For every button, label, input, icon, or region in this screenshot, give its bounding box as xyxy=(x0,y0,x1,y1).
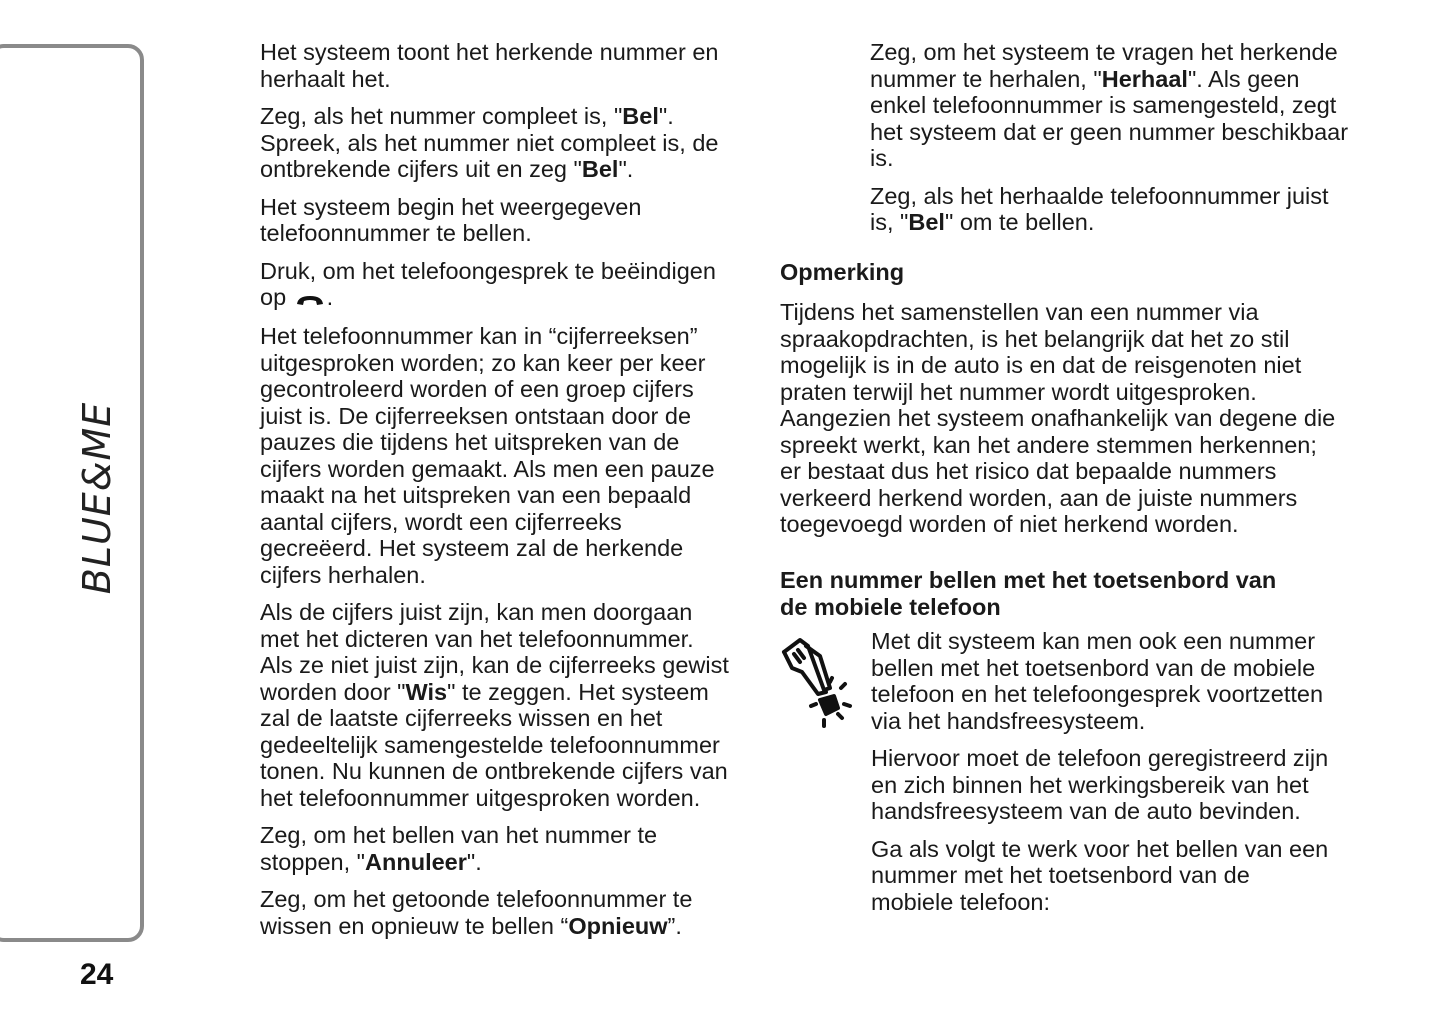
blue-and-me-logo: BLUE&ME xyxy=(75,401,119,595)
page-number: 24 xyxy=(80,958,114,991)
right-column-top xyxy=(870,39,1390,247)
paragraph xyxy=(260,103,760,183)
pointing-hand-keypad-icon xyxy=(778,632,858,728)
note-section xyxy=(780,259,1380,549)
text-run: " te zeggen. Het systeem zal de laatste cijferreeks wissen en het gedeeltelijk samengestelde telefoonnummer tonen. Nu kunnen de ontbrekende cijfers van het telefoonnummer uitgesproken worden. xyxy=(260,678,728,811)
text-run: Zeg, om het bellen van het nummer te stoppen, " xyxy=(260,822,658,875)
text-run: ". xyxy=(618,156,634,182)
phone-hangup-icon xyxy=(295,286,325,313)
section-body xyxy=(871,628,1391,926)
section-paragraph: Ga als volgt te werk voor het bellen van een nummer met het toetsenbord van de mobiele telefoon: xyxy=(871,835,1329,915)
text-run: Het systeem toont het herkende nummer en herhaalt het. xyxy=(260,39,719,92)
text-run: Het systeem begin het weergegeven telefoonnummer te bellen. xyxy=(260,193,642,246)
voice-command: Wis xyxy=(405,678,448,705)
paragraph xyxy=(260,39,760,92)
text-run: Als de cijfers juist zijn, kan men doorgaan met het dicteren van het telefoonnummer. Als ze niet juist zijn, kan de cijferreeks gewist worden door " xyxy=(260,599,729,705)
section-paragraph: Met dit systeem kan men ook een nummer bellen met het toetsenbord van de mobiele telefoon en het telefoongesprek voortzetten via het handsfreesysteem. xyxy=(871,628,1324,734)
text-run: Druk, om het telefoongesprek te beëindigen op xyxy=(260,257,716,310)
text-run: Zeg, als het nummer compleet is, " xyxy=(260,103,623,129)
voice-command: Bel xyxy=(908,209,945,235)
voice-command: Opnieuw xyxy=(568,912,668,939)
text-run: ”. xyxy=(667,912,682,939)
paragraph xyxy=(260,323,760,588)
text-run: Zeg, als het herhaalde telefoonnummer juist is, " xyxy=(870,182,1329,235)
paragraph xyxy=(260,822,760,875)
section-heading: Een nummer bellen met het toetsenbord van de mobiele telefoon xyxy=(780,567,1277,620)
text-run: . xyxy=(326,284,334,310)
voice-command: Annuleer xyxy=(365,848,467,875)
paragraph xyxy=(260,194,760,247)
voice-command: Herhaal xyxy=(1101,65,1188,92)
note-body: Tijdens het samenstellen van een nummer via spraakopdrachten, is het belangrijk dat het zo stil mogelijk is in de auto is en dat de reisgenoten niet praten terwijl het nummer wordt uitgesproken. Aangezien het systeem onafhankelijk van degene die spreekt werkt, kan het andere stemmen herkennen; er bestaat dus het risico dat bepaalde nummers verkeerd herkend worden, aan de juiste nummers toegevoegd worden of niet herkend worden. xyxy=(780,299,1336,537)
voice-command: Bel xyxy=(581,156,619,182)
text-run: " om te bellen. xyxy=(944,209,1095,235)
text-run: ". Als geen enkel telefoonnummer is samengesteld, zegt het systeem dat er geen nummer beschikbaar is. xyxy=(870,65,1349,171)
paragraph xyxy=(870,183,1390,236)
text-run: ". xyxy=(466,848,482,875)
paragraph xyxy=(260,886,760,939)
text-run: Zeg, om het getoonde telefoonnummer te wissen en opnieuw te bellen “ xyxy=(260,886,693,939)
note-heading: Opmerking xyxy=(780,259,905,285)
text-run: Zeg, om het systeem te vragen het herkende nummer te herhalen, " xyxy=(870,39,1338,92)
text-run: Het telefoonnummer kan in “cijferreeksen” uitgesproken worden; zo kan keer per keer gecontroleerd worden of een groep cijfers juist is. De cijferreeksen ontstaan door de pauzes die tijdens het uitspreken van de cijfers worden gemaakt. Als men een pauze maakt na het uitspreken van een bepaald aantal cijfers, wordt een cijferreeks gecreëerd. Het systeem zal de herkende cijfers herhalen. xyxy=(260,323,715,588)
text-run: ". Spreek, als het nummer niet compleet is, de ontbrekende cijfers uit en zeg " xyxy=(260,103,719,182)
section-heading-block xyxy=(780,567,1380,621)
paragraph xyxy=(260,599,760,811)
section-paragraph: Hiervoor moet de telefoon geregistreerd zijn en zich binnen het werkingsbereik van het handsfreesysteem van de auto bevinden. xyxy=(871,745,1329,824)
chapter-tab xyxy=(0,44,144,942)
left-column xyxy=(260,39,760,950)
voice-command: Bel xyxy=(622,103,659,129)
paragraph xyxy=(870,39,1390,172)
paragraph xyxy=(260,258,760,313)
